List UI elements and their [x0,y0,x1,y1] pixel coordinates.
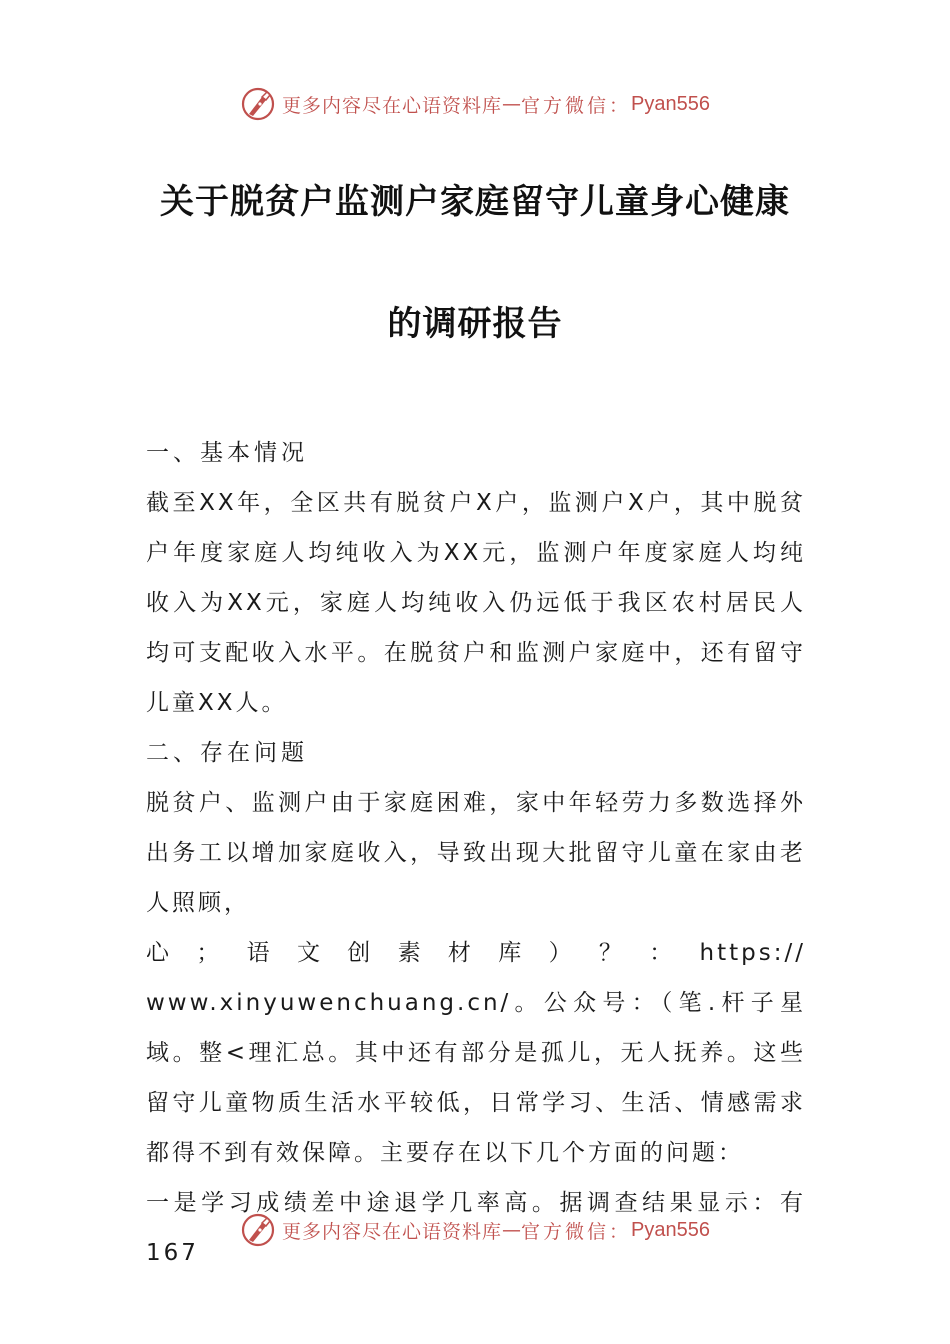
paragraph-problems-continued: www.xinyuwenchuang.cn/。公众号：（笔.杆子星域。整<理汇总。其中还有部分是孤儿，无人抚养。这些留守儿童物质生活水平较低，日常学习、生活、情感需求都得不到有效保障。主要存在以下几个方面的问题： [146,990,806,1166]
footer-watermark-banner [0,1208,950,1252]
banner-separator: — [502,93,522,115]
banner-text: 更多内容尽在心语资料库 [282,1220,503,1243]
document-title-line-2: 的调研报告 [387,304,563,344]
banner-separator: — [502,1219,522,1241]
paragraph-problem-one: 一是学习成绩差中途退学几率高。据调查结果显示：有167 [146,1190,806,1266]
document-title-line-1: 关于脱贫户监测户家庭留守儿童身心健康 [160,182,790,222]
banner-text: 更多内容尽在心语资料库 [282,94,503,117]
section-heading-problems: 二、存在问题 [146,740,308,766]
document-body [146,428,806,1278]
header-watermark-banner [0,82,950,126]
paragraph-problems-intro: 脱贫户、监测户由于家庭困难，家中年轻劳力多数选择外出务工以增加家庭收入，导致出现大批留守儿童在家由老人照顾， [146,790,806,916]
section-heading-basic: 一、基本情况 [146,440,308,466]
paragraph-watermark-line: 心；语文创素材库）？：https:// [146,940,806,966]
pen-nib-logo-icon [240,1212,276,1248]
banner-wechat-id: Pyan556 [631,1218,710,1241]
banner-wechat-label: 官方微信： [521,1220,632,1243]
banner-wechat-label: 官方微信： [521,94,632,117]
banner-wechat-id: Pyan556 [631,92,710,115]
pen-nib-logo-icon [240,86,276,122]
paragraph-basic-situation: 截至XX年，全区共有脱贫户X户，监测户X户，其中脱贫户年度家庭人均纯收入为XX元，监测户年度家庭人均纯收入为XX元，家庭人均纯收入仍远低于我区农村居民人均可支配收入水平。在脱贫户和监测户家庭中，还有留守儿童XX人。 [146,490,806,716]
